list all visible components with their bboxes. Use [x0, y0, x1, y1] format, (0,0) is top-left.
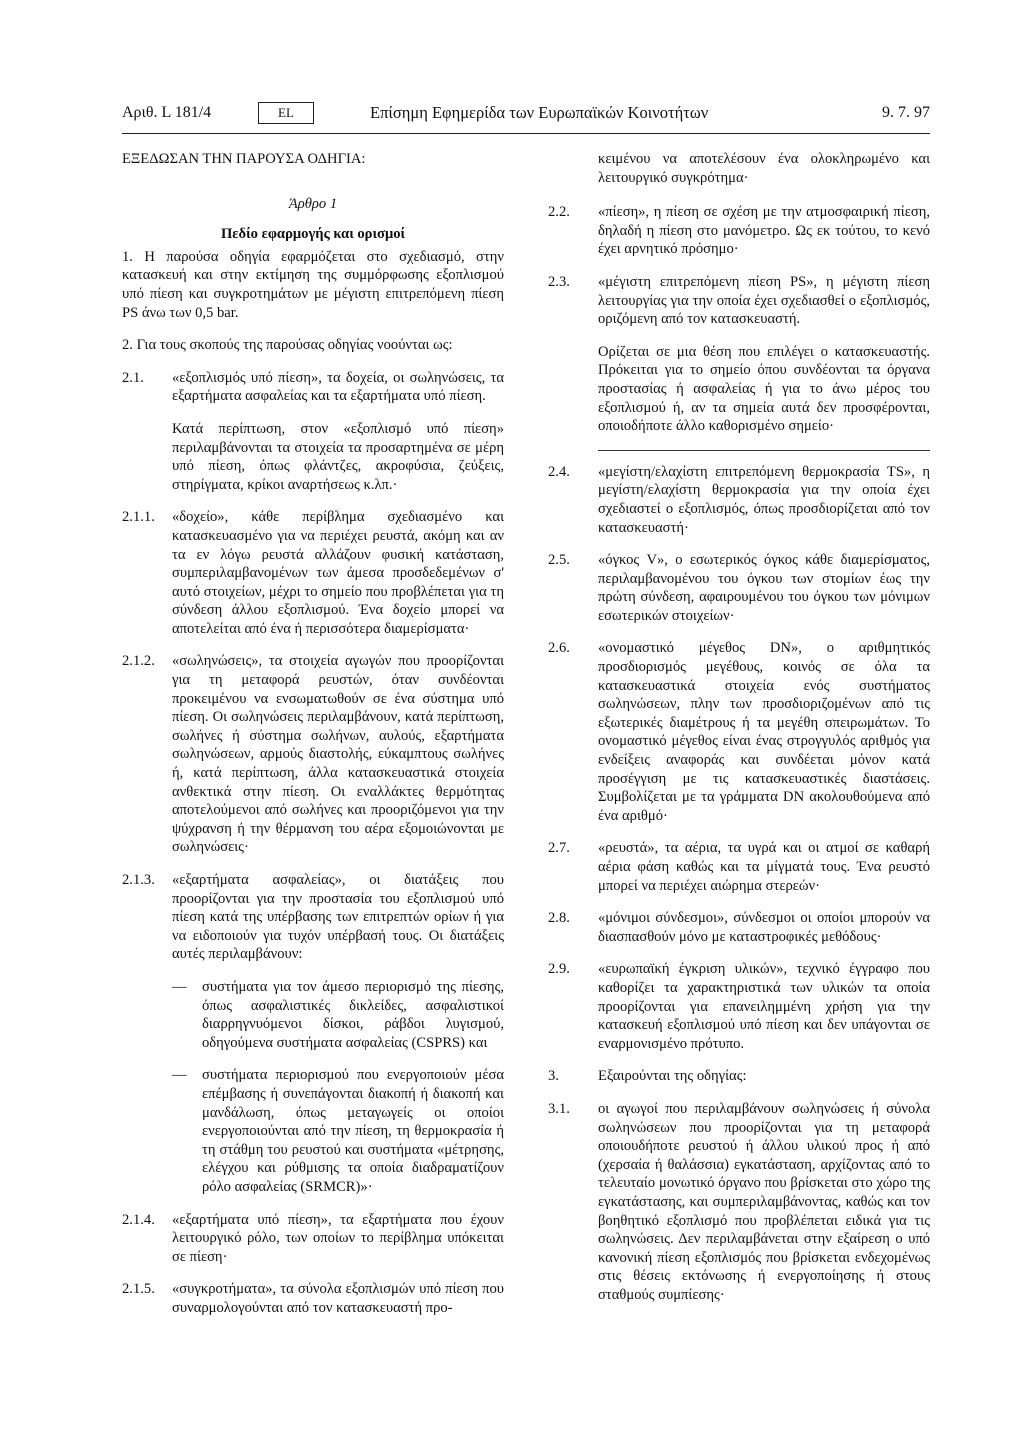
section-2-1-extra: Κατά περίπτωση, στον «εξοπλισμό υπό πίεση» περιλαμβάνονται τα στοιχεία τα προσαρτημένα σε μέρη υπό πίεση, όπως φλάντζες, ακροφύσια, ζεύξεις, στηρίγματα, κρίκοι αναρτήσεως κ.λπ.·: [172, 420, 504, 493]
section-text: «όγκος V», ο εσωτερικός όγκος κάθε διαμερίσματος, περιλαμβανομένου του όγκου των στομίων έως την πρώτη σύνδεση, αφαιρουμένου του όγκου των μόνιμων εσωτερικών στοιχείων·: [598, 552, 930, 624]
issue-date: 9. 7. 97: [882, 104, 930, 121]
section-number: 2.5.: [548, 552, 570, 569]
section-text: «πίεση», η πίεση σε σχέση με την ατμοσφαιρική πίεση, δηλαδή η πίεση στο μανόμετρο. Ως εκ τούτου, το κενό έχει αρνητικό πρόσημο·: [598, 204, 930, 258]
section-number: 2.1.: [122, 369, 144, 386]
header-rule: [122, 133, 930, 134]
section-number: 2.1.1.: [122, 509, 155, 526]
dash-mark: —: [172, 1067, 187, 1084]
continued-text: κειμένου να αποτελέσουν ένα ολοκληρωμένο και λειτουργικό συγκρότημα·: [598, 151, 930, 186]
section-number: 2.1.5.: [122, 1281, 155, 1298]
section-2-8: [548, 909, 930, 946]
section-number: 2.4.: [548, 463, 570, 480]
section-text: «συγκροτήματα», τα σύνολα εξοπλισμών υπό πίεση που συναρμολογούνται από τον κατασκευαστή προ-: [172, 1281, 504, 1316]
section-3-1: [548, 1100, 930, 1305]
paragraph-2: 2. Για τους σκοπούς της παρούσας οδηγίας νοούνται ως:: [122, 337, 453, 354]
section-text: «εξαρτήματα ασφαλείας», οι διατάξεις που προορίζονται για την προστασία του εξοπλισμού υπό πίεση κατά της υπέρβασης των επιτρεπτών ορίων ή για να ειδοποιούν για τυχόν υπέρβασή τους. Οι διατάξεις αυτές περιλαμβάνουν:: [172, 872, 504, 963]
language-box: EL: [258, 102, 314, 124]
article-title: Άρθρο 1: [288, 195, 338, 212]
section-text: «μόνιμοι σύνδεσμοι», σύνδεσμοι οι οποίοι μπορούν να διασπασθούν μόνο με καταστροφικές μεθόδους·: [598, 910, 930, 945]
journal-title: Επίσημη Εφημερίδα των Ευρωπαϊκών Κοινοτήτων: [370, 103, 709, 122]
page-header: [122, 104, 930, 126]
article-heading: Πεδίο εφαρμογής και ορισμοί: [220, 226, 406, 243]
enacting-formula: ΕΞΕΔΩΣΑΝ ΤΗΝ ΠΑΡΟΥΣΑ ΟΔΗΓΙΑ:: [122, 151, 366, 167]
section-number: 3.1.: [548, 1100, 570, 1117]
section-text: «σωληνώσεις», τα στοιχεία αγωγών που προορίζονται για τη μεταφορά ρευστών, όταν συνδέονται προκειμένου να ενσωματωθούν σε ένα σύστημα υπό πίεση. Οι σωληνώσεις περιλαμβάνουν, κατά περίπτωση, σωλήνες ή σύστημα σωλήνων, αυλούς, εξαρτήματα σωληνώσεων, αρμούς διαστολής, εύκαμπτους σωλήνες ή, κατά περίπτωση, άλλα κατασκευαστικά στοιχεία ανθεκτικά στην πίεση. Οι εναλλάκτες θερμότητας αποτελούμενοι από σωλήνες και προοριζόμενοι για την ψύχρανση ή την θέρμανση του αέρα εξομοιώνονται με σωληνώσεις·: [172, 653, 504, 856]
separator-rule: [598, 450, 930, 451]
section-2-3: [548, 273, 930, 329]
section-2-1-5: [122, 1280, 504, 1317]
section-2-9: [548, 960, 930, 1053]
section-text: «εξαρτήματα υπό πίεση», τα εξαρτήματα που έχουν λειτουργικό ρόλο, των οποίων το περίβλημα υπόκειται σε πίεση·: [172, 1211, 504, 1265]
section-number: 2.2.: [548, 204, 570, 221]
section-number: 2.3.: [548, 273, 570, 290]
section-text: «μεγίστη/ελαχίστη επιτρεπόμενη θερμοκρασία TS», η μεγίστη/ελαχίστη θερμοκρασία για την οποία έχει σχεδιαστεί ο εξοπλισμός, όπως προσδιορίζεται από τον κατασκευαστή·: [598, 463, 930, 536]
dash-text: συστήματα περιορισμού που ενεργοποιούν μέσα επέμβασης ή συνεπάγονται διακοπή ή διακοπή και μανδάλωση, όπως μεταγωγείς οι οποίοι ενεργοποιούνται από την πίεση, τη θερμοκρασία ή τη στάθμη του ρευστού και συστήματα «μέτρησης, ελέγχου και ρύθμισης τα οποία διαδραματίζουν ρόλο ασφαλείας (SRMCR)»·: [202, 1067, 504, 1195]
section-text: «ονομαστικό μέγεθος DN», ο αριθμητικός προσδιορισμός μεγέθους, κοινός σε όλα τα κατασκευαστικά στοιχεία ενός συστήματος σωληνώσεων, πλην των προσδιοριζομένων από τις εξωτερικές διαμέτρους ή τα μεγέθη σπειρωμάτων. Το ονομαστικό μέγεθος είναι ένας στρογγυλός αριθμός για ενδείξεις αναφοράς και συνδέεται μόνον κατά προσέγγιση με τις κατασκευαστικές διαστάσεις. Συμβολίζεται με τα γράμματα DN ακολουθούμενα από ένα αριθμό·: [598, 640, 930, 824]
section-number: 2.1.2.: [122, 653, 155, 670]
right-column: [548, 150, 930, 1318]
section-number: 2.1.4.: [122, 1211, 155, 1228]
section-2-1-3: [122, 871, 504, 964]
section-2-1-2: [122, 652, 504, 857]
journal-reference: Αριθ. L 181/4: [122, 104, 212, 121]
paragraph-1: 1. Η παρούσα οδηγία εφαρμόζεται στο σχεδιασμό, στην κατασκευή και στην εκτίμηση της συμμόρφωσης εξοπλισμού υπό πίεση και συγκροτημάτων με μέγιστη επιτρεπόμενη πίεση PS άνω των 0,5 bar.: [122, 248, 504, 321]
section-number: 2.6.: [548, 640, 570, 657]
section-number: 2.1.3.: [122, 872, 155, 888]
section-text: «εξοπλισμός υπό πίεση», τα δοχεία, οι σωληνώσεις, τα εξαρτήματα ασφαλείας και τα εξαρτήματα υπό πίεση.: [172, 369, 504, 405]
dash-item-2: [122, 1066, 504, 1196]
section-2-1-4: [122, 1211, 504, 1267]
section-text: «μέγιστη επιτρεπόμενη πίεση PS», η μέγιστη πίεση λειτουργίας για την οποία έχει σχεδιασθεί ο εξοπλισμός, οριζόμενη από τον κατασκευαστή.: [598, 273, 930, 328]
section-2-5: [548, 551, 930, 625]
section-3: [548, 1067, 930, 1086]
section-number: 3.: [548, 1068, 559, 1085]
section-text: οι αγωγοί που περιλαμβάνουν σωληνώσεις ή σύνολα σωληνώσεων που προορίζονται για τη μεταφορά οποιουδήποτε ρευστού ή άλλου υλικού προς ή από (χερσαία ή θαλάσσια) εγκατάσταση, αρχίζοντας από το τελευταίο μονωτικό όργανο που βρίσκεται στο χώρο της εγκατάστασης, και συμπεριλαμβάνοντας, καθώς και τον βοηθητικό εξοπλισμό που προβλέπεται ειδικά για τις σωληνώσεις. Δεν περιλαμβάνεται στην εξαίρεση ο υπό κανονική πίεση εξοπλισμός που βρίσκεται ενδεχομένως στις θέσεις εκτόνωσης ή ενεργοποίησης ή στους σταθμούς συμπίεσης·: [598, 1100, 930, 1303]
section-2-6: [548, 639, 930, 825]
section-2-7: [548, 839, 930, 895]
left-column: [122, 150, 504, 1331]
section-number: 2.9.: [548, 961, 570, 978]
dash-mark: —: [172, 978, 187, 995]
dash-item-1: [122, 978, 504, 1052]
section-text: «ρευστά», τα αέρια, τα υγρά και οι ατμοί σε καθαρή αέρια φάση καθώς και τα μίγματά τους. Ένα ρευστό μπορεί να περιέχει αιώρημα στερεών·: [598, 840, 930, 894]
section-2-4: [548, 463, 930, 537]
section-text: «ευρωπαϊκή έγκριση υλικών», τεχνικό έγγραφο που καθορίζει τα χαρακτηριστικά των υλικών τα οποία προορίζονται για επανειλημμένη χρήση για την κατασκευή εξοπλισμού υπό πίεση και δεν υπάγονται σε εναρμονισμένο πρότυπο.: [598, 961, 930, 1052]
section-2-2: [548, 203, 930, 259]
section-text: Εξαιρούνται της οδηγίας:: [598, 1068, 747, 1085]
section-2-1: [122, 369, 504, 406]
section-2-1-1: [122, 508, 504, 638]
section-2-3-extra: Ορίζεται σε μια θέση που επιλέγει ο κατασκευαστής. Πρόκειται για το σημείο όπου συνδέονται τα όργανα προστασίας ή ασφαλείας ή για το άνω μέρος του εξοπλισμού ή, αν τα σημεία αυτά δεν προσφέρονται, οποιοδήποτε άλλο καθορισμένο σημείο·: [598, 343, 930, 435]
section-number: 2.7.: [548, 840, 570, 857]
section-number: 2.8.: [548, 910, 570, 927]
dash-text: συστήματα για τον άμεσο περιορισμό της πίεσης, όπως ασφαλιστικές δικλείδες, ασφαλιστικοί διαρρηγνυόμενοι δίσκοι, ράβδοι λυγισμού, οδηγούμενα συστήματα ασφαλείας (CSPRS) και: [202, 978, 504, 1051]
section-text: «δοχείο», κάθε περίβλημα σχεδιασμένο και κατασκευασμένο για να περιέχει ρευστά, ακόμη και αν τα εν λόγω ρευστά αλλάζουν φυσική κατάσταση, συμπεριλαμβανομένων των άμεσα προσδεδεμένων σ' αυτό στοιχείων, μέχρι το σημείο που προβλέπεται για τη σύνδεση άλλου εξοπλισμού. Ένα δοχείο μπορεί να αποτελείται από ένα ή περισσότερα διαμερίσματα·: [172, 509, 504, 637]
